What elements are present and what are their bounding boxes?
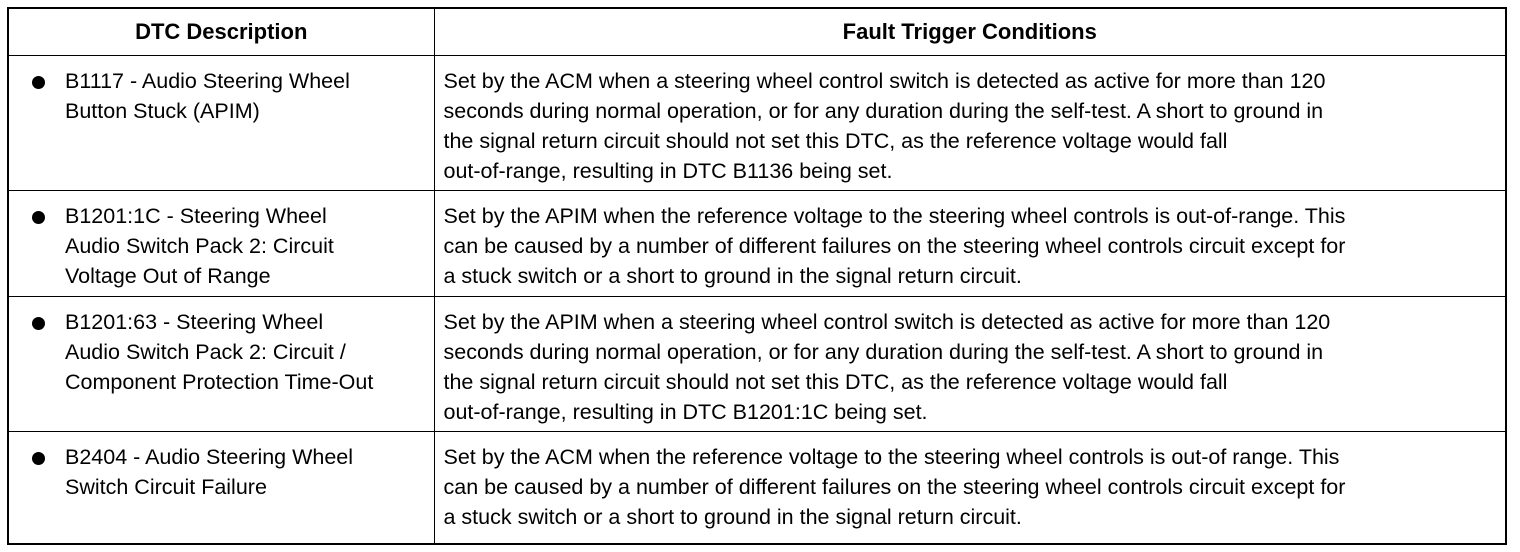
fault-conditions-cell: Set by the APIM when the reference voltage to the steering wheel controls is out-of-range. This can be caused by a number of different failures on the steering wheel controls circuit except for a stuck switch or a short to ground in the signal return circuit. — [434, 190, 1505, 296]
dtc-description: B1117 - Audio Steering Wheel Button Stuck (APIM) — [65, 68, 350, 123]
dtc-table-frame — [7, 7, 1507, 545]
header-fault-trigger-conditions: Fault Trigger Conditions — [434, 9, 1505, 55]
fault-conditions-cell: Set by the APIM when a steering wheel control switch is detected as active for more than 120 seconds during normal operation, or for any duration during the self-test. A short to ground in the signal return circuit should not set this DTC, as the reference voltage would fall out-of-range, resulting in DTC B1201:1C being set. — [434, 296, 1505, 431]
dtc-table — [9, 9, 1505, 545]
bullet-icon — [32, 211, 45, 224]
dtc-description-cell — [9, 296, 434, 431]
bullet-icon — [32, 452, 45, 465]
table-row — [9, 190, 1505, 296]
dtc-description: B1201:1C - Steering Wheel Audio Switch Pack 2: Circuit Voltage Out of Range — [65, 203, 334, 288]
dtc-description: B1201:63 - Steering Wheel Audio Switch Pack 2: Circuit / Component Protection Time-Out — [65, 309, 374, 394]
table-header-row — [9, 9, 1505, 55]
bullet-icon — [32, 76, 45, 89]
table-row — [9, 296, 1505, 431]
fault-conditions-cell: Set by the ACM when a steering wheel control switch is detected as active for more than 120 seconds during normal operation, or for any duration during the self-test. A short to ground in the signal return circuit should not set this DTC, as the reference voltage would fall out-of-range, resulting in DTC B1136 being set. — [434, 55, 1505, 190]
table-row — [9, 431, 1505, 545]
dtc-description: B2404 - Audio Steering Wheel Switch Circuit Failure — [65, 444, 354, 499]
fault-conditions-cell: Set by the ACM when the reference voltage to the steering wheel controls is out-of range. This can be caused by a number of different failures on the steering wheel controls circuit except for a stuck switch or a short to ground in the signal return circuit. — [434, 431, 1505, 545]
table-row — [9, 55, 1505, 190]
dtc-description-cell — [9, 190, 434, 296]
dtc-description-cell — [9, 55, 434, 190]
header-dtc-description: DTC Description — [9, 9, 434, 55]
bullet-icon — [32, 317, 45, 330]
dtc-description-cell — [9, 431, 434, 545]
